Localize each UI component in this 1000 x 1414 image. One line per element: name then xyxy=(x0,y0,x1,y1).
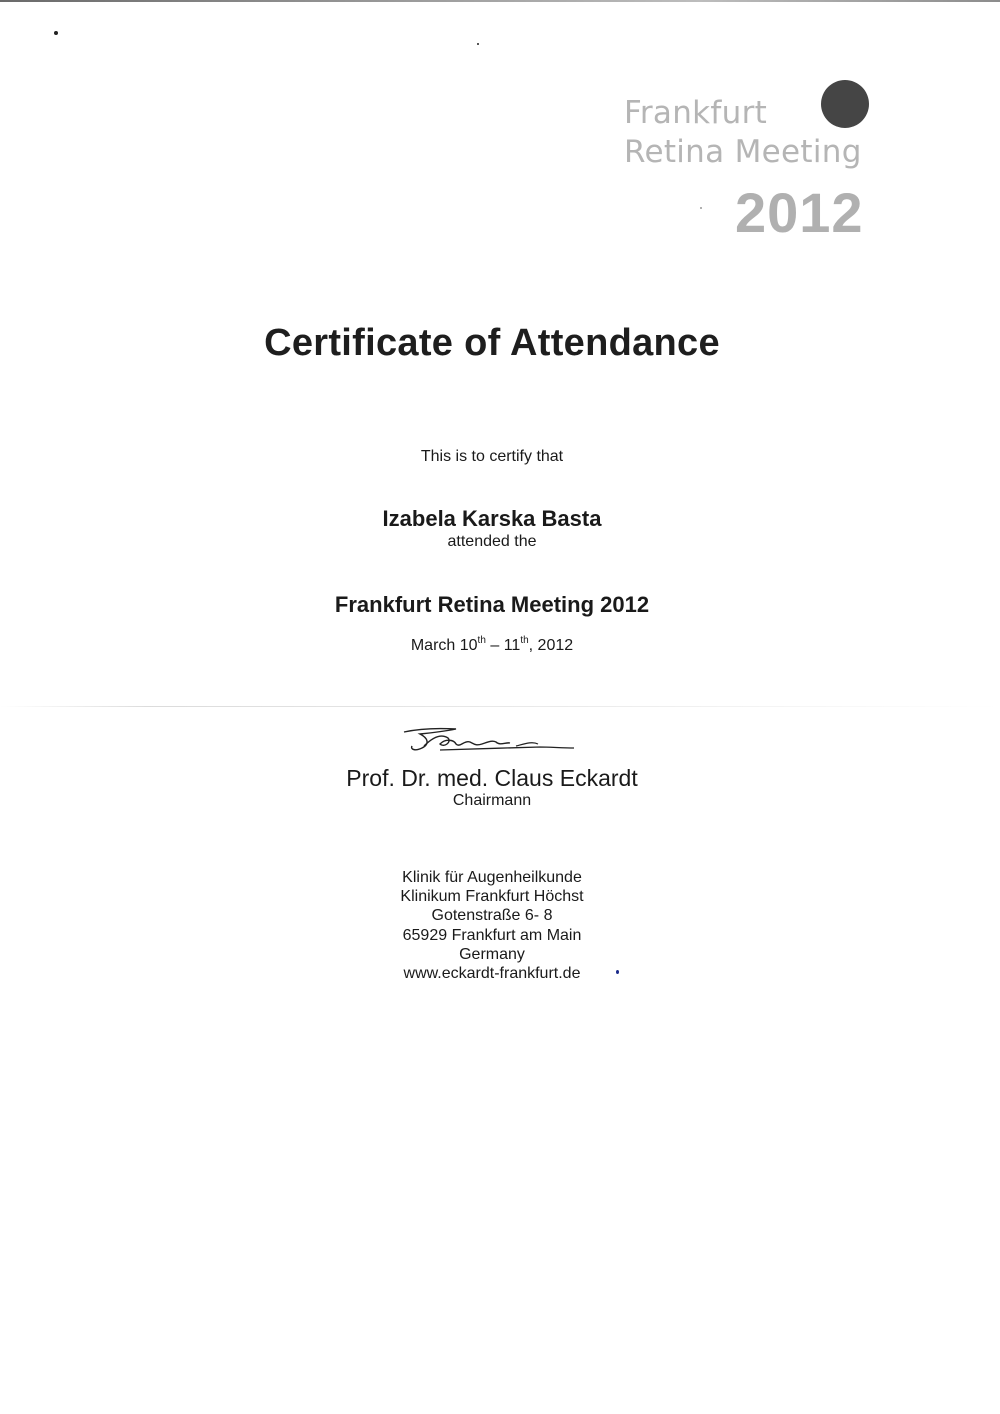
scan-speck xyxy=(477,43,479,45)
address-line: 65929 Frankfurt am Main xyxy=(402,927,582,944)
scan-edge-line xyxy=(0,0,1000,2)
date-end-suffix: th xyxy=(520,635,529,646)
address-line: Klinik für Augenheilkunde xyxy=(402,869,582,886)
logo-text-line1: Frankfurt xyxy=(624,95,768,131)
date-month: March xyxy=(410,637,456,654)
event-logo xyxy=(622,80,882,250)
logo-text-line2: Retina Meeting xyxy=(624,134,862,170)
address-line: Germany xyxy=(459,946,525,963)
date-year: 2012 xyxy=(537,637,574,654)
date-end-day: 11 xyxy=(503,637,521,654)
date-start-suffix: th xyxy=(477,635,486,646)
certify-statement: This is to certify that xyxy=(420,448,564,465)
certificate-title: Certificate of Attendance xyxy=(264,322,720,364)
website-text: www.eckardt-frankfurt.de xyxy=(403,965,581,982)
attended-statement: attended the xyxy=(447,533,537,550)
attendee-name: Izabela Karska Basta xyxy=(382,506,602,531)
logo-dot-icon xyxy=(821,80,869,128)
handwritten-signature xyxy=(398,722,578,758)
signatory-name: Prof. Dr. med. Claus Eckardt xyxy=(346,765,638,791)
date-separator: – xyxy=(490,637,500,654)
date-start-day: 10 xyxy=(459,637,478,654)
address-line: Gotenstraße 6- 8 xyxy=(431,907,553,924)
paper-fold-line xyxy=(0,706,1000,707)
event-name: Frankfurt Retina Meeting 2012 xyxy=(334,592,650,617)
signatory-role: Chairmann xyxy=(452,792,532,809)
scan-speck xyxy=(54,31,58,35)
event-date: March 10th – 11th, 2012 xyxy=(410,635,574,654)
address-line: Klinikum Frankfurt Höchst xyxy=(400,888,584,905)
logo-year: 2012 xyxy=(735,181,864,244)
